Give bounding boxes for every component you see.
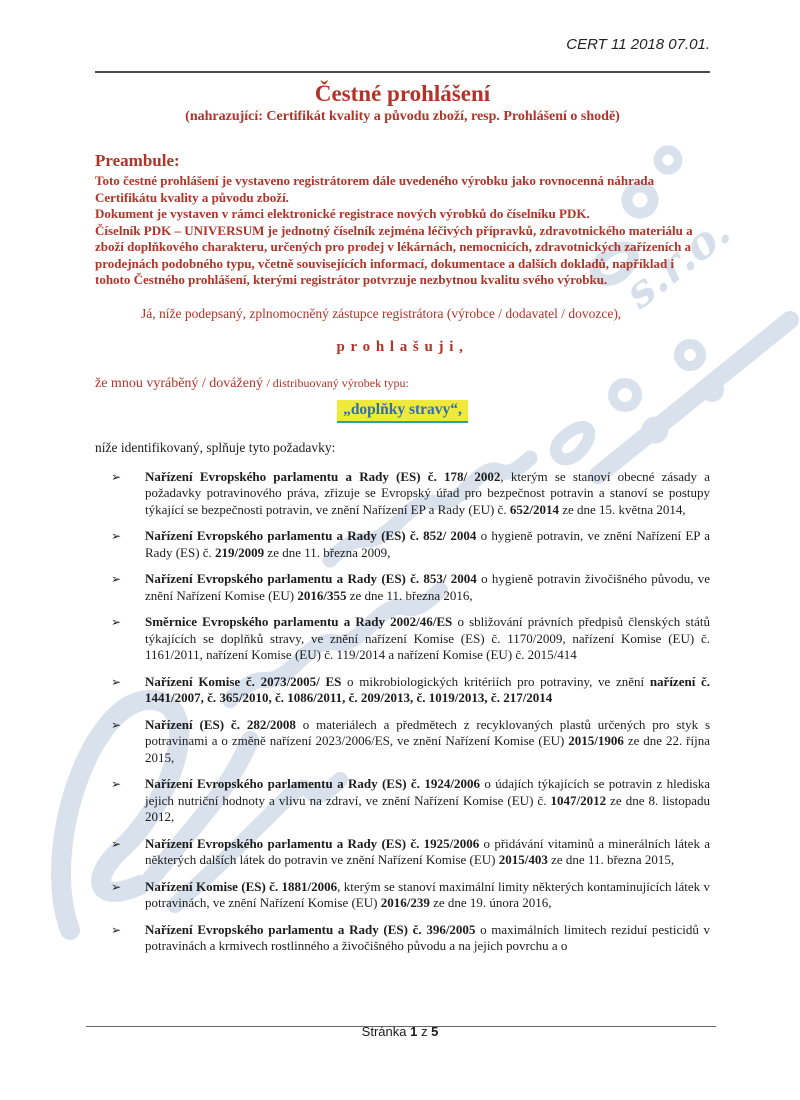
arrow-bullet-icon: ➢: [111, 717, 122, 732]
regulation-item: [111, 614, 710, 664]
regulation-text: [145, 674, 710, 707]
regulation-text: [145, 776, 710, 826]
arrow-bullet-icon: ➢: [111, 879, 122, 894]
regulation-text-segment: ze dne 22. října 2015,: [145, 733, 710, 765]
regulation-text-segment: Nařízení Komise č. 2073/2005/ ES: [145, 673, 342, 689]
preamble-paragraphs: [95, 173, 710, 289]
regulation-item: [111, 571, 710, 604]
page-number-total: 5: [431, 1024, 439, 1039]
regulation-text-segment: o mikrobiologických kritériích pro potraviny, ve znění: [341, 673, 650, 689]
regulation-text: [145, 717, 710, 767]
regulation-item: [111, 469, 710, 519]
header-divider: [95, 71, 710, 73]
regulation-item: [111, 922, 710, 955]
arrow-bullet-icon: ➢: [111, 922, 122, 937]
regulation-text-segment: 2016/239: [380, 895, 430, 910]
regulation-text-segment: Směrnice Evropského parlamentu a Rady 2002/46/ES: [145, 614, 453, 629]
regulation-text-segment: o hygieně potravin živočišného původu, ve znění Nařízení Komise (EU): [145, 571, 710, 603]
regulation-text: [145, 469, 710, 519]
arrow-bullet-icon: ➢: [111, 469, 122, 484]
arrow-bullet-icon: ➢: [111, 836, 122, 851]
regulation-text-segment: o hygieně potravin, ve znění Nařízení EP a Rady (ES) č.: [145, 528, 711, 560]
regulation-text-segment: ze dne 11. března 2009,: [264, 544, 391, 560]
regulation-text-segment: 2015/1906: [568, 733, 624, 748]
regulation-text-segment: Nařízení Evropského parlamentu a Rady (ES) č. 1924/2006: [145, 776, 480, 791]
regulation-item: [111, 717, 710, 767]
regulation-item: [111, 879, 710, 912]
regulation-item: [111, 836, 710, 869]
regulation-text-segment: Nařízení Evropského parlamentu a Rady (ES) č. 1925/2006: [145, 835, 480, 851]
preamble-paragraph: Dokument je vystaven v rámci elektronické registrace nových výrobků do číselníku PDK.: [95, 206, 590, 221]
regulation-text: [145, 922, 710, 955]
regulation-text-segment: 219/2009: [215, 544, 265, 560]
watermark-text: s.r.o.: [615, 205, 741, 319]
declaration-verb: prohlašuji,: [336, 338, 469, 355]
regulation-text-segment: , kterým se stanoví obecné zásady a požadavky potravinového práva, zřizuje se Evropský úřad pro bezpečnost potravin a stanoví se postupy týkající se bezpečnosti potravin, ve znění Nařízení EP a Rady (EU) č.: [145, 468, 711, 517]
page-number-of: z: [420, 1024, 428, 1039]
regulation-text: [145, 571, 710, 604]
arrow-bullet-icon: ➢: [111, 674, 122, 689]
page-number: [0, 1024, 800, 1039]
regulation-text-segment: nařízení č. 1441/2007, č. 365/2010, č. 1086/2011, č. 209/2013, č. 1019/2013, č. 217/2014: [145, 673, 710, 705]
regulation-text-segment: o sbližování právních předpisů členských států týkajících se doplňků stravy, ve znění nařízení Komise (ES) č. 1170/2009, nařízení Komise (EU) č. 1161/2011, nařízení Komise (EU) č. 119/2014 a nařízení Komise (EU) č. 2015/414: [145, 614, 710, 662]
regulation-text-segment: ze dne 8. listopadu 2012,: [145, 792, 710, 824]
page-subtitle: (nahrazující: Certifikát kvality a původu zboží, resp. Prohlášení o shodě): [185, 109, 620, 124]
regulation-item: [111, 528, 710, 561]
regulation-text-segment: ze dne 19. února 2016,: [429, 895, 552, 910]
regulation-text: [145, 879, 710, 912]
arrow-bullet-icon: ➢: [111, 572, 122, 586]
regulation-text-segment: ze dne 11. března 2016,: [346, 587, 473, 603]
regulation-text: [145, 836, 710, 869]
regulation-text-segment: Nařízení (ES) č. 282/2008: [145, 716, 296, 732]
regulation-item: [111, 674, 710, 707]
product-line-small: / distribuovaný výrobek typu:: [266, 375, 409, 390]
regulation-text: [145, 614, 710, 664]
regulation-text-segment: Nařízení Evropského parlamentu a Rady (ES) č. 178/ 2002: [145, 468, 501, 484]
regulation-text-segment: ze dne 15. května 2014,: [558, 501, 686, 517]
regulation-text-segment: 2015/403: [498, 852, 548, 867]
regulation-text-segment: o údajích týkajících se potravin z hlediska jejich nutriční hodnoty a vlivu na zdraví, ve znění Nařízení Komise (EU) č.: [145, 776, 711, 808]
arrow-bullet-icon: ➢: [111, 615, 122, 629]
regulation-text-segment: Nařízení Evropského parlamentu a Rady (ES) č. 853/ 2004: [145, 571, 477, 586]
regulation-text-segment: 2016/355: [297, 587, 347, 603]
product-type-wrap: [95, 400, 710, 423]
regulation-text-segment: , kterým se stanoví maximální limity některých kontaminujících látek v potravinách, ve znění Nařízení Komise (EU): [145, 878, 711, 910]
product-line: [95, 376, 710, 392]
regulation-text: [145, 528, 710, 561]
regulation-item: [111, 776, 710, 826]
arrow-bullet-icon: ➢: [111, 529, 122, 543]
regulation-text-segment: Nařízení Komise (ES) č. 1881/2006: [145, 878, 338, 894]
regulation-text-segment: 652/2014: [509, 501, 559, 517]
regulation-text-segment: 1047/2012: [550, 792, 607, 808]
regulation-text-segment: Nařízení Evropského parlamentu a Rady (ES) č. 852/ 2004: [145, 528, 477, 543]
declaration-intro: Já, níže podepsaný, zplnomocněný zástupce registrátora (výrobce / dodavatel / dovozce),: [141, 305, 622, 321]
product-line-main: že mnou vyráběný / dovážený: [95, 375, 267, 391]
preamble-heading: Preambule:: [95, 151, 180, 170]
page-title: Čestné prohlášení: [314, 81, 491, 106]
declaration-followup: níže identifikovaný, splňuje tyto požadavky:: [95, 439, 336, 455]
preamble-paragraph: Číselník PDK – UNIVERSUM je jednotný číselník zejména léčivých přípravků, zdravotnického materiálu a zboží doplňkového charakteru, určených pro prodej v lékárnách, nemocnicích, zdravotnických zařízeních a prodejnách podobného typu, včetně souvisejících informací, dokumentace a dalších dokladů, například i tohoto Čestného prohlášení, kterými registrátor potvrzuje nezbytnou kvalitu svého výrobku.: [95, 222, 693, 287]
regulations-list: [95, 469, 710, 955]
regulation-text-segment: o přidávání vitaminů a minerálních látek a některých dalších látek do potravin ve znění Nařízení Komise (EU): [145, 835, 711, 867]
arrow-bullet-icon: ➢: [111, 777, 122, 791]
regulation-text-segment: o maximálních limitech reziduí pesticidů v potravinách a krmivech rostlinného a živočišného původu a na jejich povrchu a o: [145, 921, 711, 953]
page-number-label: Stránka: [361, 1024, 407, 1039]
regulation-text-segment: o materiálech a předmětech z recyklovaných plastů určených pro styk s potravinami a o změně nařízení 2023/2006/ES, ve znění Nařízení Komise (EU): [145, 716, 710, 748]
regulation-text-segment: Nařízení Evropského parlamentu a Rady (ES) č. 396/2005: [145, 921, 476, 937]
product-type-highlight: „doplňky stravy“,: [337, 400, 468, 423]
regulation-text-segment: ze dne 11. března 2015,: [547, 852, 675, 867]
document-reference: CERT 11 2018 07.01.: [566, 36, 710, 53]
page-number-current: 1: [410, 1024, 418, 1039]
preamble-paragraph: Toto čestné prohlášení je vystaveno registrátorem dále uvedeného výrobku jako rovnocenná náhrada Certifikátu kvality a původu zboží.: [95, 173, 655, 205]
